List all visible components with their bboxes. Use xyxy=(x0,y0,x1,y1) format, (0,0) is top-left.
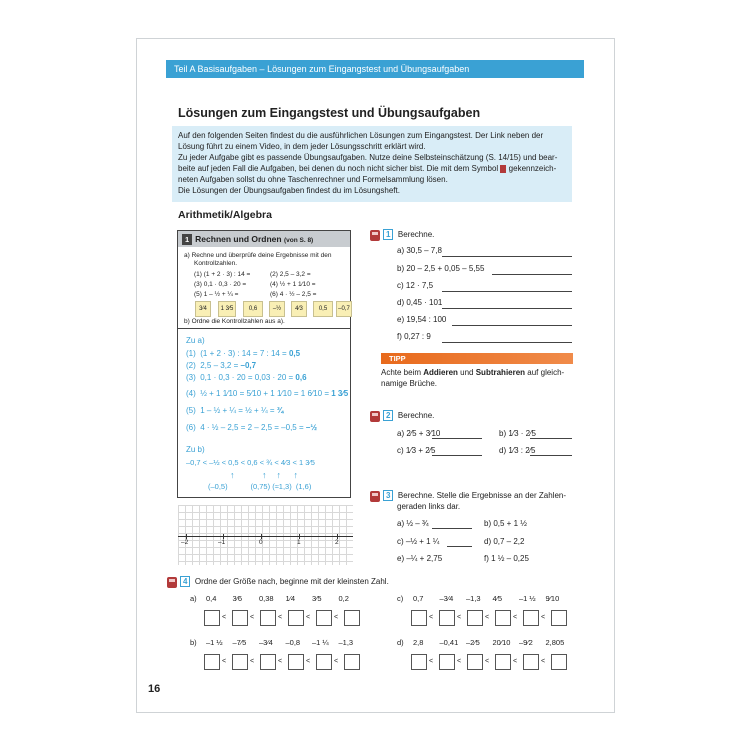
solution-b-heading: Zu b) xyxy=(186,445,205,454)
task-number: 1 xyxy=(182,234,192,245)
exercise-item: d) 1⁄3 : 2⁄5 xyxy=(499,446,536,455)
solution-a-heading: Zu a) xyxy=(186,336,205,345)
tip-header: TIPP xyxy=(381,353,573,364)
exercise-item: e) 19,54 : 100 xyxy=(397,315,447,324)
answer-line[interactable] xyxy=(442,256,572,257)
control-number: 1 3⁄5 xyxy=(218,301,236,317)
less-than-sign: < xyxy=(222,658,227,665)
number-to-order: 2,805 xyxy=(545,638,565,647)
intro-line: Zu jeder Aufgabe gibt es passende Übungsaufgaben. Nutze deine Selbsteinschätzung (S. 14/15) und bear- xyxy=(178,153,558,162)
exercise-item: d) 0,45 · 101 xyxy=(397,298,443,307)
answer-line[interactable] xyxy=(447,546,472,547)
exercise-item: d) 0,7 – 2,2 xyxy=(484,537,525,546)
exercise-item: b) 0,5 + 1 ½ xyxy=(484,519,527,528)
solution-result: 0,5 xyxy=(288,349,301,358)
exercise-item: b) 1⁄3 · 2⁄5 xyxy=(499,429,536,438)
exercise-item: a) 30,5 – 7,8 xyxy=(397,246,442,255)
solution-line xyxy=(186,422,317,434)
number-line-grid xyxy=(178,505,353,565)
control-number: 4⁄3 xyxy=(291,301,307,317)
less-than-sign: < xyxy=(457,614,462,621)
intro-line: Auf den folgenden Seiten findest du die ausführlichen Lösungen zum Eingangstest. Der Link neben der xyxy=(178,131,544,140)
answer-box[interactable] xyxy=(551,610,567,626)
control-number: 0,5 xyxy=(313,301,333,317)
exercise-number: 4 xyxy=(180,576,190,587)
exercise-3-heading xyxy=(383,490,566,501)
less-than-sign: < xyxy=(541,614,546,621)
divider xyxy=(178,328,350,329)
axis-label: –1 xyxy=(218,539,226,546)
term-1: (1) (1 + 2 · 3) : 14 = xyxy=(194,271,251,278)
answer-box[interactable] xyxy=(344,654,360,670)
answer-box[interactable] xyxy=(232,654,248,670)
number-to-order: 3⁄5 xyxy=(312,594,322,603)
solution-line xyxy=(186,388,348,400)
number-to-order: 0,7 xyxy=(413,594,424,603)
exercise-item: b) 20 – 2,5 + 0,05 – 5,55 xyxy=(397,264,485,273)
exercise-number: 1 xyxy=(383,229,393,240)
answer-box[interactable] xyxy=(316,610,332,626)
less-than-sign: < xyxy=(429,614,434,621)
axis-label: 2 xyxy=(335,539,339,546)
solution-label: (3) xyxy=(186,373,196,382)
answer-box[interactable] xyxy=(260,610,276,626)
number-to-order: 4⁄5 xyxy=(492,594,503,603)
answer-box[interactable] xyxy=(551,654,567,670)
less-than-sign: < xyxy=(541,658,546,665)
answer-box[interactable] xyxy=(411,610,427,626)
answer-line[interactable] xyxy=(442,291,572,292)
intro-line: Lösung führt zu einem Video, in dem jeder Lösungsschritt erklärt wird. xyxy=(178,142,426,151)
number-to-order: 0,4 xyxy=(206,594,217,603)
number-to-order: –1 ¼ xyxy=(312,638,329,647)
less-than-sign: < xyxy=(513,658,518,665)
task-b-text: b) Ordne die Kontrollzahlen aus a). xyxy=(184,318,285,325)
exercise-item: e) –¼ + 2,75 xyxy=(397,554,443,563)
tip-text-part: auf gleich- xyxy=(525,368,565,377)
solution-text: (1 + 2 · 3) : 14 = 7 : 14 = xyxy=(200,349,289,358)
solution-text: 1 – ½ + ¼ = ½ + ¼ = xyxy=(200,406,277,415)
less-than-sign: < xyxy=(278,658,283,665)
solution-result: 0,6 xyxy=(295,373,307,382)
control-number: 3⁄4 xyxy=(195,301,211,317)
solution-label: (5) xyxy=(186,406,196,415)
number-to-order: 0,2 xyxy=(338,594,349,603)
intro-text: gekennzeich- xyxy=(508,164,557,173)
control-number: 0,6 xyxy=(243,301,263,317)
tip-text xyxy=(381,367,564,389)
arrows: ↑ ↑ ↑ ↑ xyxy=(230,470,299,480)
axis-label: 1 xyxy=(297,539,301,546)
exercise-number: 3 xyxy=(383,490,393,501)
intro-line: Die Lösungen der Übungsaufgaben findest du im Lösungsheft. xyxy=(178,186,400,195)
answer-box[interactable] xyxy=(523,654,539,670)
solution-text: 0,1 · 0,3 · 20 = 0,03 · 20 = xyxy=(200,373,296,382)
exercise-item: a) ½ – ¾ xyxy=(397,519,429,528)
less-than-sign: < xyxy=(485,614,490,621)
row-label: a) xyxy=(190,594,197,603)
answer-line[interactable] xyxy=(530,455,572,456)
answer-line[interactable] xyxy=(442,308,572,309)
exercise-item: f) 0,27 : 9 xyxy=(397,332,431,341)
task-reference: (von S. 8) xyxy=(283,237,314,244)
number-to-order: 3⁄6 xyxy=(232,594,243,603)
intro-line: neten Aufgaben sollst du ohne Taschenrechner und Formelsammlung lösen. xyxy=(178,175,448,184)
less-than-sign: < xyxy=(485,658,490,665)
answer-box[interactable] xyxy=(523,610,539,626)
exercise-item: c) 12 · 7,5 xyxy=(397,281,434,290)
less-than-sign: < xyxy=(334,658,339,665)
exercise-item: f) 1 ½ – 0,25 xyxy=(484,554,529,563)
less-than-sign: < xyxy=(278,614,283,621)
solution-result: –½ xyxy=(305,423,317,432)
less-than-sign: < xyxy=(306,614,311,621)
answer-box[interactable] xyxy=(467,654,483,670)
calculator-crossed-icon xyxy=(370,230,380,241)
exercise-title: Berechne. Stelle die Ergebnisse an der Zahlen- xyxy=(397,491,567,500)
exercise-2-heading xyxy=(383,410,434,421)
section-heading: Arithmetik/Algebra xyxy=(178,209,272,221)
intro-text: beite auf jeden Fall die Aufgaben, bei denen du noch nicht sicher bist. Die mit dem Symbol xyxy=(178,164,499,173)
number-to-order: –1,3 xyxy=(338,638,354,647)
chapter-banner: Teil A Basisaufgaben – Lösungen zum Eingangstest und Übungsaufgaben xyxy=(166,60,584,78)
exercise-number: 2 xyxy=(383,410,393,421)
row-label: c) xyxy=(397,594,404,603)
number-to-order: –3⁄4 xyxy=(259,638,273,647)
answer-line[interactable] xyxy=(530,438,572,439)
answer-line[interactable] xyxy=(432,438,482,439)
answer-box[interactable] xyxy=(232,610,248,626)
page-title: Lösungen zum Eingangstest und Übungsaufgaben xyxy=(178,106,481,120)
number-to-order: –3⁄4 xyxy=(439,594,454,603)
solution-label: (2) xyxy=(186,361,196,370)
task-title: Rechnen und Ordnen xyxy=(195,234,282,244)
solution-text: 4 · ½ – 2,5 = 2 – 2,5 = –0,5 = xyxy=(200,423,306,432)
term-5: (5) 1 – ½ + ¼ = xyxy=(194,291,239,298)
answer-line[interactable] xyxy=(432,455,482,456)
answer-box[interactable] xyxy=(260,654,276,670)
term-2: (2) 2,5 – 3,2 = xyxy=(270,271,311,278)
less-than-sign: < xyxy=(429,658,434,665)
number-to-order: –1,3 xyxy=(466,594,481,603)
answer-box[interactable] xyxy=(467,610,483,626)
exercise-title: Berechne. xyxy=(397,411,435,420)
less-than-sign: < xyxy=(250,614,255,621)
row-label: b) xyxy=(190,638,197,647)
decimal-equivalents: (–0,5) (0,75) (≈1,3) (1,6) xyxy=(208,482,312,491)
solution-result: ¾ xyxy=(276,406,284,415)
axis-label: –2 xyxy=(181,539,189,546)
calculator-crossed-icon xyxy=(370,491,380,502)
term-4: (4) ½ + 1 1⁄10 = xyxy=(270,281,316,288)
number-to-order: 20⁄10 xyxy=(492,638,511,647)
solution-line xyxy=(186,405,283,417)
calculator-crossed-icon xyxy=(500,165,506,173)
number-to-order: –0,41 xyxy=(439,638,459,647)
solution-text: 2,5 – 3,2 = xyxy=(200,361,241,370)
number-to-order: –0,8 xyxy=(285,638,301,647)
number-line xyxy=(178,536,353,537)
intro-line xyxy=(178,163,566,174)
less-than-sign: < xyxy=(513,614,518,621)
exercise-item: c) 1⁄3 + 2⁄5 xyxy=(397,446,436,455)
exercise-item: a) 2⁄5 + 3⁄10 xyxy=(397,429,441,438)
less-than-sign: < xyxy=(306,658,311,665)
less-than-sign: < xyxy=(222,614,227,621)
answer-line[interactable] xyxy=(492,274,572,275)
less-than-sign: < xyxy=(250,658,255,665)
less-than-sign: < xyxy=(334,614,339,621)
solution-label: (6) xyxy=(186,423,196,432)
row-label: d) xyxy=(397,638,404,647)
answer-box[interactable] xyxy=(316,654,332,670)
less-than-sign: < xyxy=(457,658,462,665)
exercise-title: Ordne der Größe nach, beginne mit der kleinsten Zahl. xyxy=(194,577,389,586)
answer-line[interactable] xyxy=(452,325,572,326)
number-to-order: –9⁄2 xyxy=(519,638,533,647)
tip-keyword: Addieren xyxy=(423,368,458,377)
solution-line xyxy=(186,348,300,360)
solution-line xyxy=(186,360,256,372)
answer-box[interactable] xyxy=(288,610,304,626)
term-6: (6) 4 · ½ – 2,5 = xyxy=(270,291,317,298)
number-to-order: –2⁄5 xyxy=(466,638,480,647)
task-box-1 xyxy=(177,230,351,498)
answer-line[interactable] xyxy=(442,342,572,343)
task-box-header xyxy=(178,231,350,247)
solution-line xyxy=(186,372,307,384)
answer-box[interactable] xyxy=(439,610,455,626)
answer-box[interactable] xyxy=(204,654,220,670)
solution-result: –0,7 xyxy=(240,361,257,370)
page-number: 16 xyxy=(148,683,161,695)
exercise-title: Berechne. xyxy=(397,230,435,239)
control-number: –½ xyxy=(269,301,285,317)
answer-box[interactable] xyxy=(411,654,427,670)
number-to-order: 2,8 xyxy=(413,638,424,647)
answer-box[interactable] xyxy=(344,610,360,626)
number-to-order: 0,38 xyxy=(259,594,274,603)
answer-box[interactable] xyxy=(288,654,304,670)
exercise-1-heading xyxy=(383,229,434,240)
exercise-4-heading xyxy=(180,576,389,587)
number-to-order: –1 ½ xyxy=(519,594,536,603)
tip-text-part: namige Brüche. xyxy=(381,379,438,388)
term-3: (3) 0,1 · 0,3 · 20 = xyxy=(194,281,247,288)
solution-text: ½ + 1 1⁄10 = 5⁄10 + 1 1⁄10 = 1 6⁄10 = xyxy=(200,389,332,398)
ordered-numbers: –0,7 < –½ < 0,5 < 0,6 < ¾ < 4⁄3 < 1 3⁄5 xyxy=(186,458,315,467)
tip-keyword: Subtrahieren xyxy=(475,368,526,377)
calculator-crossed-icon xyxy=(167,577,177,588)
number-to-order: –7⁄5 xyxy=(232,638,247,647)
calculator-crossed-icon xyxy=(370,411,380,422)
answer-line[interactable] xyxy=(432,528,472,529)
number-to-order: 1⁄4 xyxy=(285,594,296,603)
exercise-title-cont: geraden links dar. xyxy=(397,502,461,511)
answer-box[interactable] xyxy=(495,654,511,670)
tip-text-part: Achte beim xyxy=(381,368,424,377)
tip-text-part: und xyxy=(457,368,476,377)
solution-result: 1 3⁄5 xyxy=(331,389,349,398)
answer-box[interactable] xyxy=(495,610,511,626)
task-a-text: a) Rechne und überprüfe deine Ergebnisse mit den xyxy=(184,252,332,259)
axis-label: 0 xyxy=(259,539,263,546)
solution-label: (4) xyxy=(186,389,196,398)
number-to-order: 9⁄10 xyxy=(545,594,560,603)
intro-box xyxy=(172,126,572,202)
task-a-text: Kontrollzahlen. xyxy=(194,260,237,267)
solution-label: (1) xyxy=(186,349,196,358)
control-number: –0,7 xyxy=(336,301,352,317)
answer-box[interactable] xyxy=(204,610,220,626)
number-to-order: –1 ½ xyxy=(206,638,223,647)
answer-box[interactable] xyxy=(439,654,455,670)
exercise-item: c) –½ + 1 ¼ xyxy=(397,537,440,546)
